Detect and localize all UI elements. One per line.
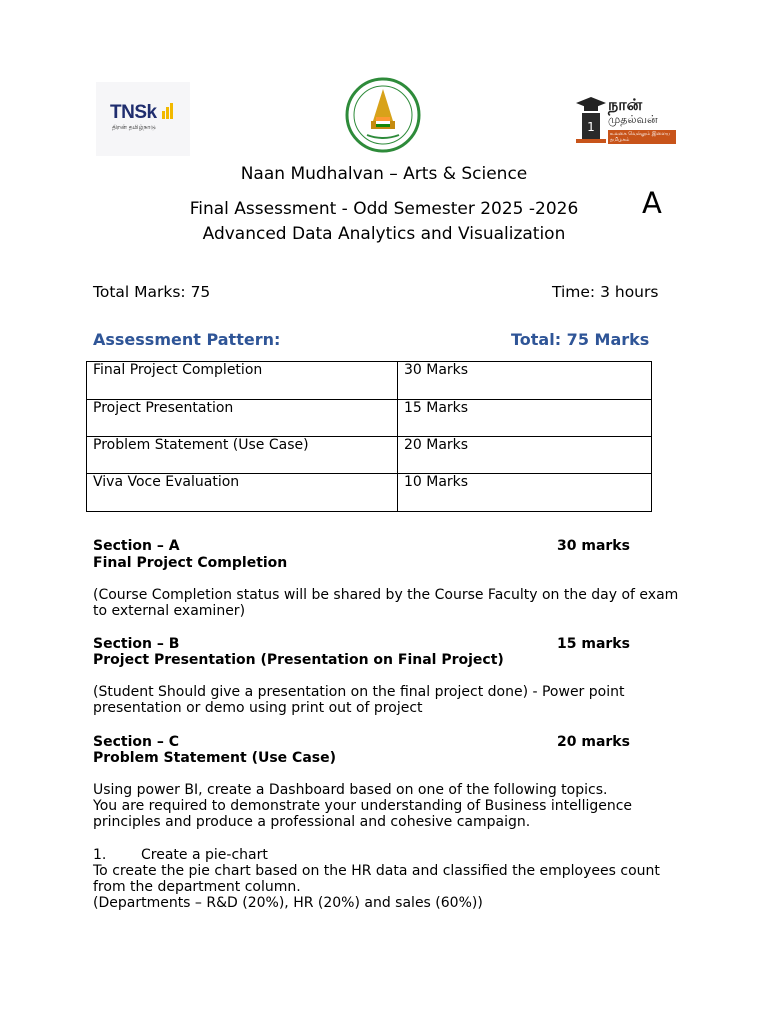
tamil-nadu-emblem-icon <box>345 77 421 153</box>
graduation-cap-icon <box>576 95 606 145</box>
section-a-text: (Course Completion status will be shared by the Course Faculty on the day of exam to external examiner) <box>93 587 679 619</box>
exam-time: Time: 3 hours <box>552 283 659 301</box>
section-b-text: (Student Should give a presentation on the final project done) - Power point presentation or demo using print out of project <box>93 684 625 716</box>
section-b-label: Section – B <box>93 636 180 652</box>
section-c-title: Problem Statement (Use Case) <box>93 750 337 766</box>
section-c-marks: 20 marks <box>557 734 630 750</box>
naan-logo-text: நான் <box>608 95 643 114</box>
question-paper-set: A <box>642 186 662 220</box>
pattern-marks: 20 Marks <box>398 437 652 474</box>
tnsk-logo <box>96 82 190 156</box>
pattern-item: Project Presentation <box>87 400 398 437</box>
task-description: To create the pie chart based on the HR data and classified the employees count from the department column. <box>93 863 660 895</box>
table-row <box>87 474 652 512</box>
table-row <box>87 400 652 437</box>
section-a-marks: 30 marks <box>557 538 630 554</box>
pattern-item: Problem Statement (Use Case) <box>87 437 398 474</box>
task-departments: (Departments – R&D (20%), HR (20%) and sales (60%)) <box>93 895 483 911</box>
section-b-marks: 15 marks <box>557 636 630 652</box>
section-a-label: Section – A <box>93 538 180 554</box>
task-title: Create a pie-chart <box>141 847 268 863</box>
pattern-item: Final Project Completion <box>87 362 398 400</box>
section-c-intro-2: You are required to demonstrate your understanding of Business intelligence principles and produce a professional and cohesive campaign. <box>93 798 633 830</box>
course-title: Advanced Data Analytics and Visualization <box>202 224 566 244</box>
tamil-nadu-emblem <box>345 77 421 153</box>
assessment-pattern-heading: Assessment Pattern: <box>93 330 281 349</box>
section-b-title: Project Presentation (Presentation on Final Project) <box>93 652 504 668</box>
section-a-title: Final Project Completion <box>93 555 288 571</box>
task-number: 1. <box>93 847 107 863</box>
logo-tagline: உலகை வெல்லும் இளைய தமிழகம் <box>608 130 676 144</box>
svg-text:1: 1 <box>587 120 595 134</box>
tnsk-logo-text: TNSk <box>110 102 157 123</box>
pattern-item: Viva Voce Evaluation <box>87 474 398 512</box>
program-title: Naan Mudhalvan – Arts & Science <box>240 164 528 184</box>
table-row <box>87 437 652 474</box>
table-row <box>87 362 652 400</box>
section-c-label: Section – C <box>93 734 179 750</box>
pattern-marks: 15 Marks <box>398 400 652 437</box>
assessment-pattern-table <box>86 361 652 512</box>
pattern-marks: 10 Marks <box>398 474 652 512</box>
assessment-title: Final Assessment - Odd Semester 2025 -2026 <box>189 199 579 219</box>
mudhalvan-logo-text: முதல்வன் <box>608 113 658 126</box>
tnsk-logo-subtitle: திறன் தமிழ்நாடு <box>112 124 156 131</box>
tnsk-bars-icon <box>162 103 174 119</box>
total-marks: Total Marks: 75 <box>93 283 211 301</box>
assessment-total: Total: 75 Marks <box>511 330 650 349</box>
pattern-marks: 30 Marks <box>398 362 652 400</box>
naan-mudhalvan-logo <box>574 93 676 149</box>
section-c-intro-1: Using power BI, create a Dashboard based on one of the following topics. <box>93 782 608 798</box>
